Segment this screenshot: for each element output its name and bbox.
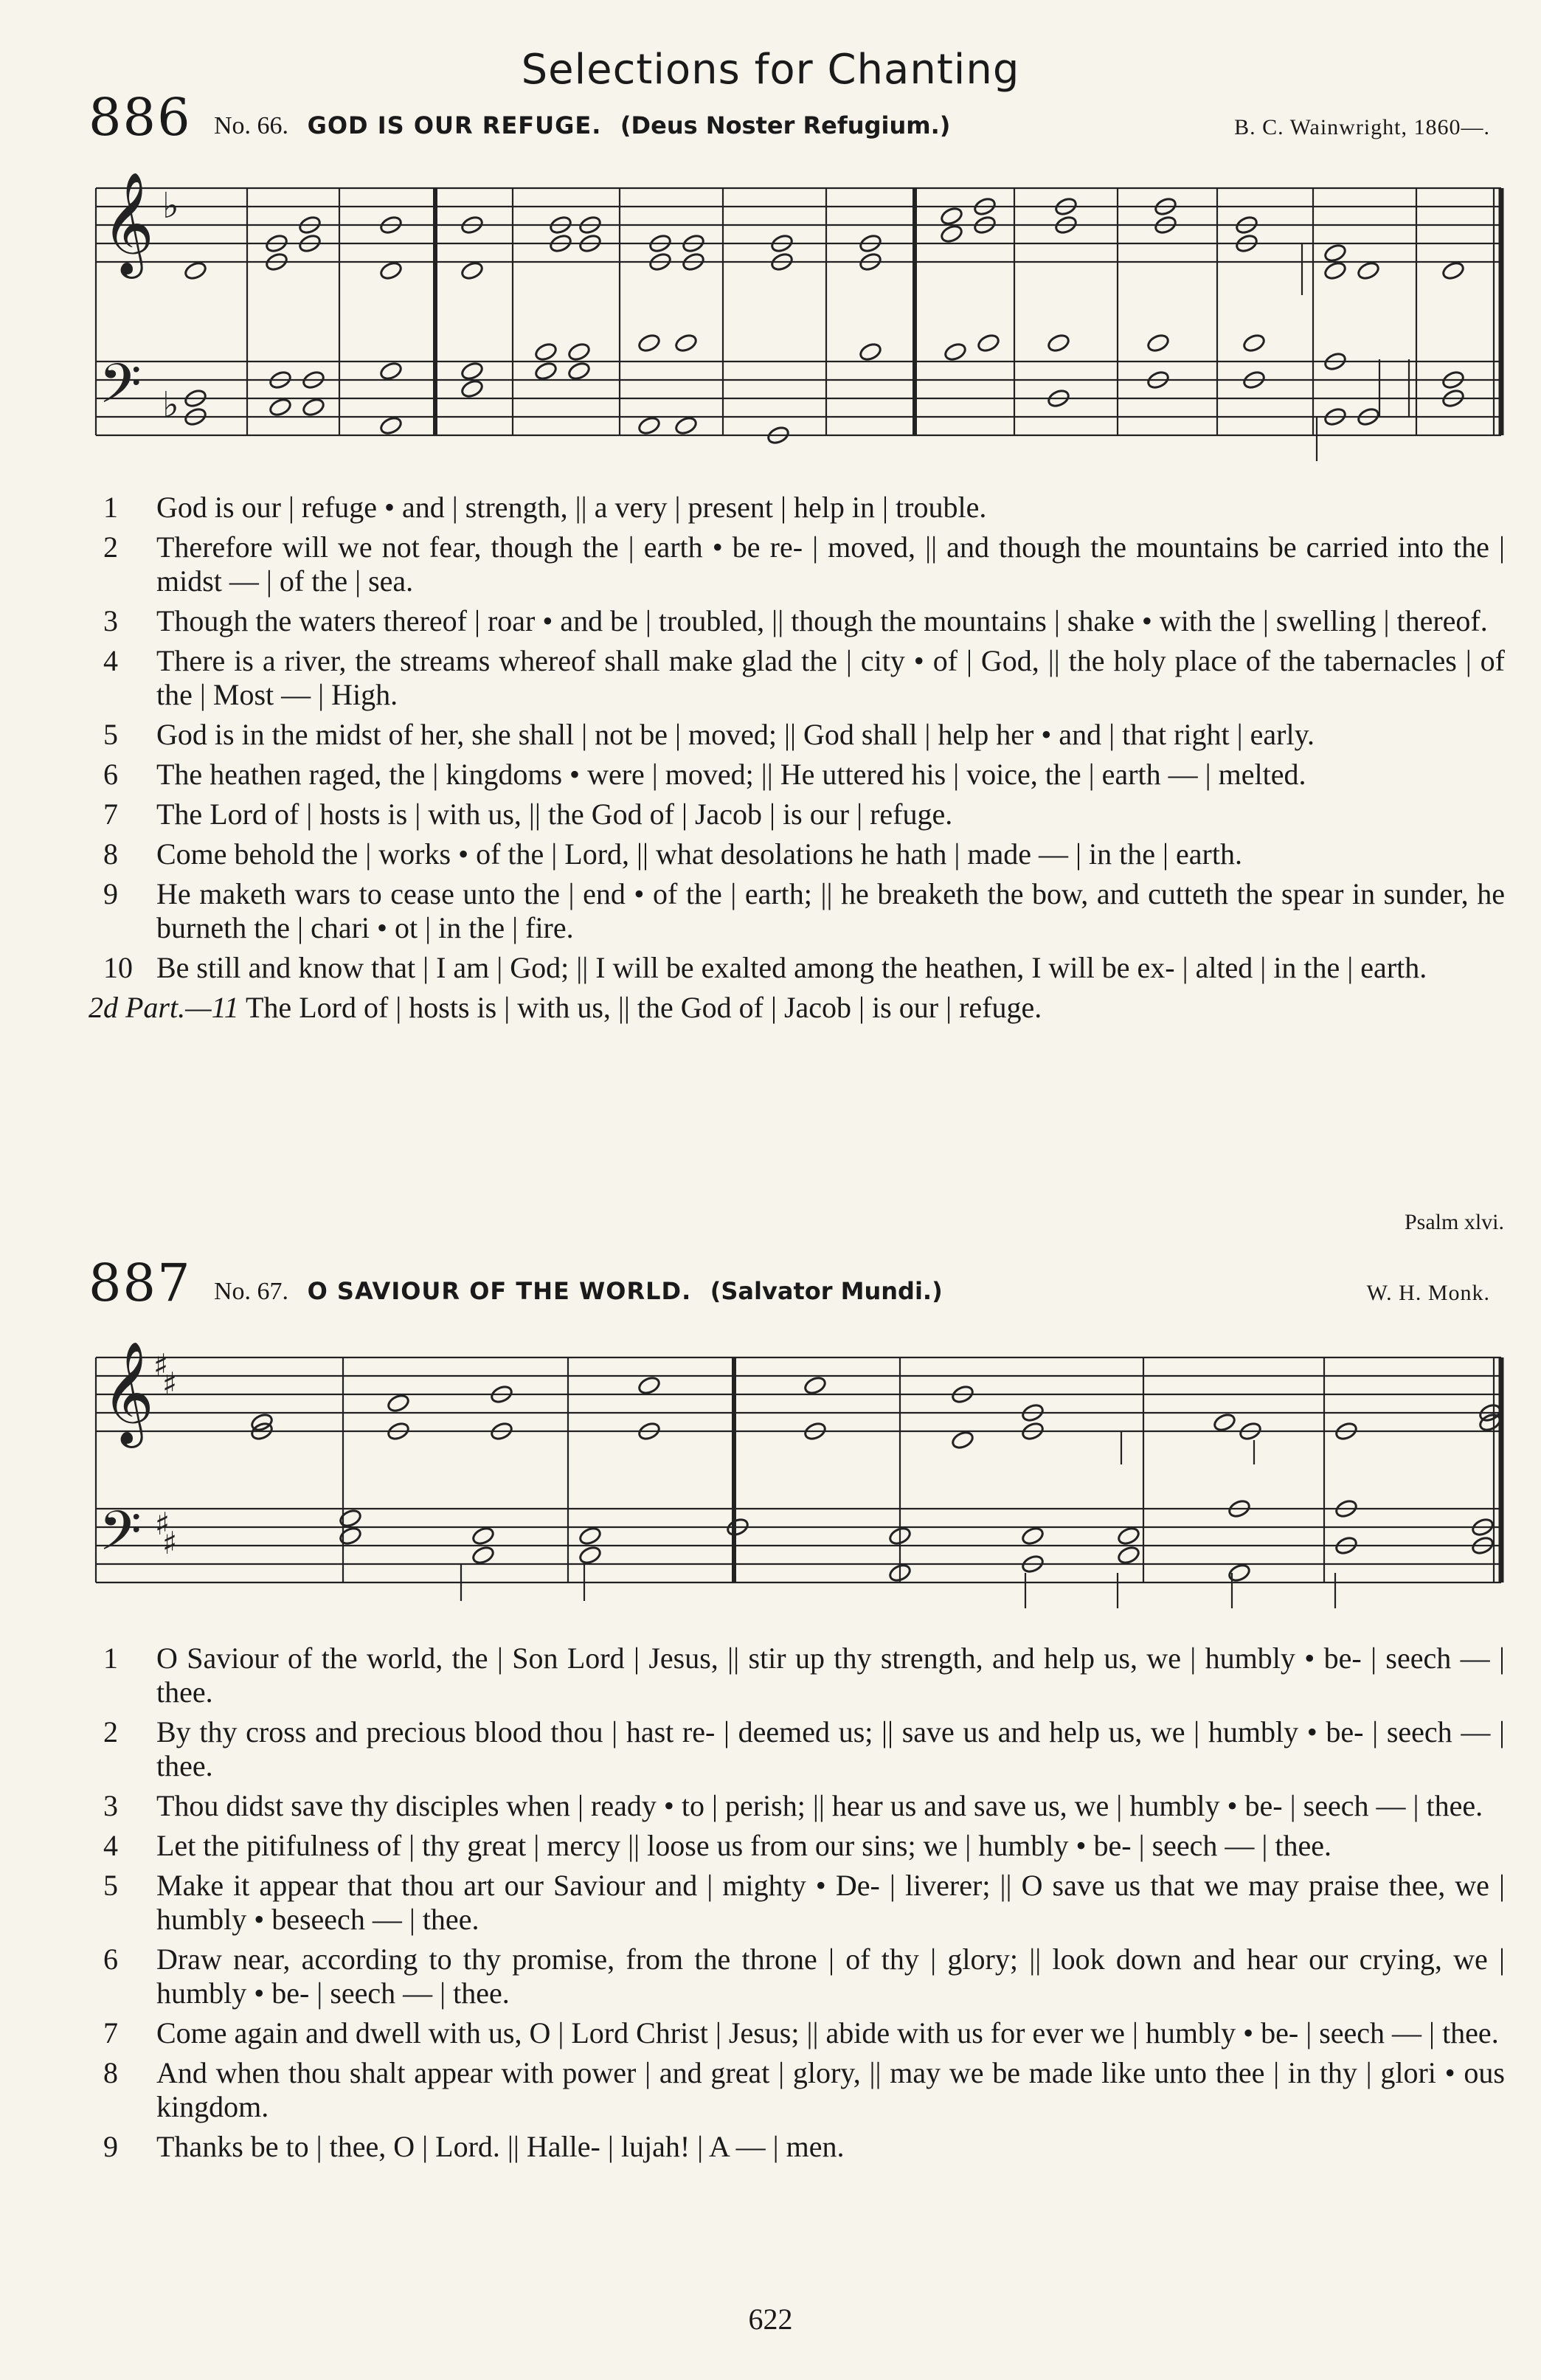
page-header: Selections for Chanting [521,46,1020,94]
tune-number: No. 67. [214,1278,289,1305]
svg-text:♯: ♯ [153,1347,169,1383]
verse: 2 Therefore will we not fear, though the | earth • be re- | moved, || and though the mountains be carried into the | midst — | of the | sea. [103,530,1505,598]
verse: 5 Make it appear that thou art our Saviour and | mighty • De- | liverer; || O save us that we may praise thee, we | humbly • beseech — | thee. [103,1869,1505,1936]
music-score-886 [89,166,1516,461]
svg-text:♯: ♯ [162,1366,178,1402]
page-number: 622 [748,2303,793,2336]
verse: 7 Come again and dwell with us, O | Lord Christ | Jesus; || abide with us for ever we | humbly • be- | seech — | thee. [103,2016,1499,2049]
verse: 8 Come behold the | works • of the | Lord, || what desolations he hath | made — | in the | earth. [103,837,1242,871]
verse: 6 The heathen raged, the | kingdoms • were | moved; || He uttered his | voice, the | earth — | melted. [103,758,1306,791]
svg-text:♯: ♯ [162,1525,178,1561]
latin-title: (Salvator Mundi.) [710,1277,943,1305]
verse: 1 O Saviour of the world, the | Son Lord | Jesus, || stir up thy strength, and help us, we | humbly • be- | seech — | thee. [103,1642,1505,1709]
hymn-886-heading [89,89,1490,148]
verse: 7 The Lord of | hosts is | with us, || the God of | Jacob | is our | refuge. [103,798,953,831]
hymn-886-verses [89,491,1505,1031]
verse: 8 And when thou shalt appear with power | and great | glory, || may we be made like unto thee | in thy | glori • ous kingdom. [103,2056,1505,2123]
tune-title: O SAVIOUR OF THE WORLD. [307,1277,692,1305]
second-part-text: The Lord of | hosts is | with us, || the God of | Jacob | is our | refuge. [246,991,1042,1024]
psalm-source: Psalm xlvi. [1404,1210,1504,1234]
tune-title: GOD IS OUR REFUGE. [307,111,602,139]
verse: 3 Though the waters thereof | roar • and be | troubled, || though the mountains | shake • with the | swelling | thereof. [103,604,1488,637]
verse: 4 Let the pitifulness of | thy great | mercy || loose us from our sins; we | humbly • be- | seech — | thee. [103,1829,1332,1862]
hymn-meta [214,1277,943,1306]
svg-text:𝄢: 𝄢 [99,352,142,429]
svg-text:𝄞: 𝄞 [102,172,154,274]
verse: 3 Thou didst save thy disciples when | ready • to | perish; || hear us and save us, we | humbly • be- | seech — | thee. [103,1789,1483,1822]
verse: 10 Be still and know that | I am | God; || I will be exalted among the heathen, I will be ex- | alted | in the | earth. [103,951,1427,984]
latin-title: (Deus Noster Refugium.) [620,111,951,139]
svg-text:𝄞: 𝄞 [102,1341,154,1444]
hymn-887-heading [89,1254,1490,1313]
verse: 9 He maketh wars to cease unto the | end • of the | earth; || he breaketh the bow, and cutteth the spear in sunder, he burneth the | chari • ot | in the | fire. [103,877,1505,944]
hymn-meta [214,111,950,140]
music-score-887 [89,1335,1516,1630]
svg-text:♭: ♭ [162,384,179,426]
verse: 1 God is our | refuge • and | strength, || a very | present | help in | trouble. [103,491,987,524]
hymn-number: 887 [89,1253,192,1313]
svg-text:♭: ♭ [162,185,179,226]
tune-number: No. 66. [214,112,289,139]
verse: 2 By thy cross and precious blood thou | hast re- | deemed us; || save us and help us, we | humbly • be- | seech — | thee. [103,1715,1505,1782]
composer: B. C. Wainwright, 1860—. [1234,115,1490,139]
hymn-number: 886 [89,87,192,148]
composer: W. H. Monk. [1366,1281,1490,1305]
verse: 9 Thanks be to | thee, O | Lord. || Halle- | lujah! | A — | men. [103,2130,845,2163]
second-part-label: 2d Part.—11 [89,991,239,1024]
svg-text:♯: ♯ [155,1506,170,1542]
verse: 5 God is in the midst of her, she shall | not be | moved; || God shall | help her • and | that right | early. [103,718,1315,751]
hymn-887-verses [89,1642,1505,2170]
verse: 4 There is a river, the streams whereof shall make glad the | city • of | God, || the holy place of the tabernacles | of the | Most — | High. [103,644,1505,711]
verse: 6 Draw near, according to thy promise, from the throne | of thy | glory; || look down and hear our crying, we | humbly • be- | seech — | thee. [103,1943,1505,2010]
verse-second-part [89,991,1505,1025]
svg-text:𝄢: 𝄢 [99,1499,142,1577]
